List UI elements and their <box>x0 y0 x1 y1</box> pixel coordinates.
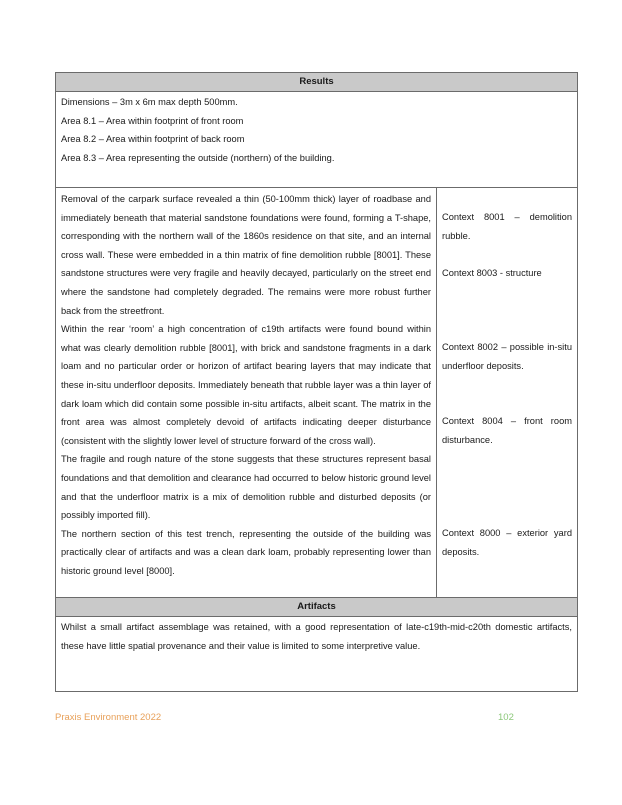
paragraph-rear-room: Within the rear ‘room’ a high concentration of c19th artifacts were found bound within what was clearly demolition rubble [8001], with brick and sandstone fragments in a dark loam and no particular order or horizon of artifact bearing layers that may indicate that these in-situ underfloor deposits. Immediately beneath that rubble layer was a thin layer of dark loam which did contain some possible in-situ artifacts, albeit scant. The matrix in the front area was almost completely devoid of artifacts indicating deeper disturbance (consistent with the slightly lower level of structure forward of the cross wall). <box>61 324 432 446</box>
footer-org: Praxis Environment 2022 <box>55 712 162 723</box>
area-8-2-line: Area 8.2 – Area within footprint of back room <box>61 134 245 145</box>
context-8003: Context 8003 - structure <box>442 268 542 278</box>
results-description-cell <box>56 188 437 597</box>
results-table <box>55 72 578 692</box>
paragraph-northern-section: The northern section of this test trench, representing the outside of the building was practically clear of artifacts and was a clean dark loam, probably representing lower than historic ground level [8000]. <box>61 528 431 576</box>
results-header: Results <box>56 73 577 92</box>
footer-page-number: 102 <box>498 712 514 723</box>
paragraph-carpark-removal: Removal of the carpark surface revealed a thin (50-100mm thick) layer of roadbase and immediately beneath that material sandstone foundations were found, forming a T-shape, corresponding with the northern wall of the 1860s residence on that site, and an internal cross wall. These were embedded in a thin matrix of fine demolition rubble [8001]. These sandstone structures were very fragile and heavily decayed, particularly on the street end where the sandstone had completely degraded. The remains were more robust further back from the streetfront. <box>61 194 431 316</box>
results-body-row <box>56 188 577 598</box>
context-8001: Context 8001 – demolition rubble. <box>442 212 572 241</box>
context-8000: Context 8000 – exterior yard deposits. <box>442 528 572 557</box>
artifacts-header: Artifacts <box>56 598 577 617</box>
area-8-3-line: Area 8.3 – Area representing the outside (northern) of the building. <box>61 152 335 163</box>
artifacts-cell <box>56 617 577 691</box>
context-8002: Context 8002 – possible in-situ underfloor deposits. <box>442 342 572 371</box>
contexts-cell <box>437 188 577 597</box>
paragraph-stone-nature: The fragile and rough nature of the stone suggests that these structures represent basal foundations and that demolition and clearance had occurred to below historic ground level and that the underfloor matrix is a mix of demolition rubble and disturbed deposits (or possibly imported fill). <box>61 454 431 521</box>
dimensions-cell <box>56 92 577 188</box>
artifacts-text: Whilst a small artifact assemblage was retained, with a good representation of late-c19th-mid-c20th domestic artifacts, these have little spatial provenance and their value is limited to some interpretive value. <box>61 622 572 651</box>
area-8-1-line: Area 8.1 – Area within footprint of front room <box>61 115 244 126</box>
context-8004: Context 8004 – front room disturbance. <box>442 416 572 445</box>
dimensions-line: Dimensions – 3m x 6m max depth 500mm. <box>61 97 238 107</box>
